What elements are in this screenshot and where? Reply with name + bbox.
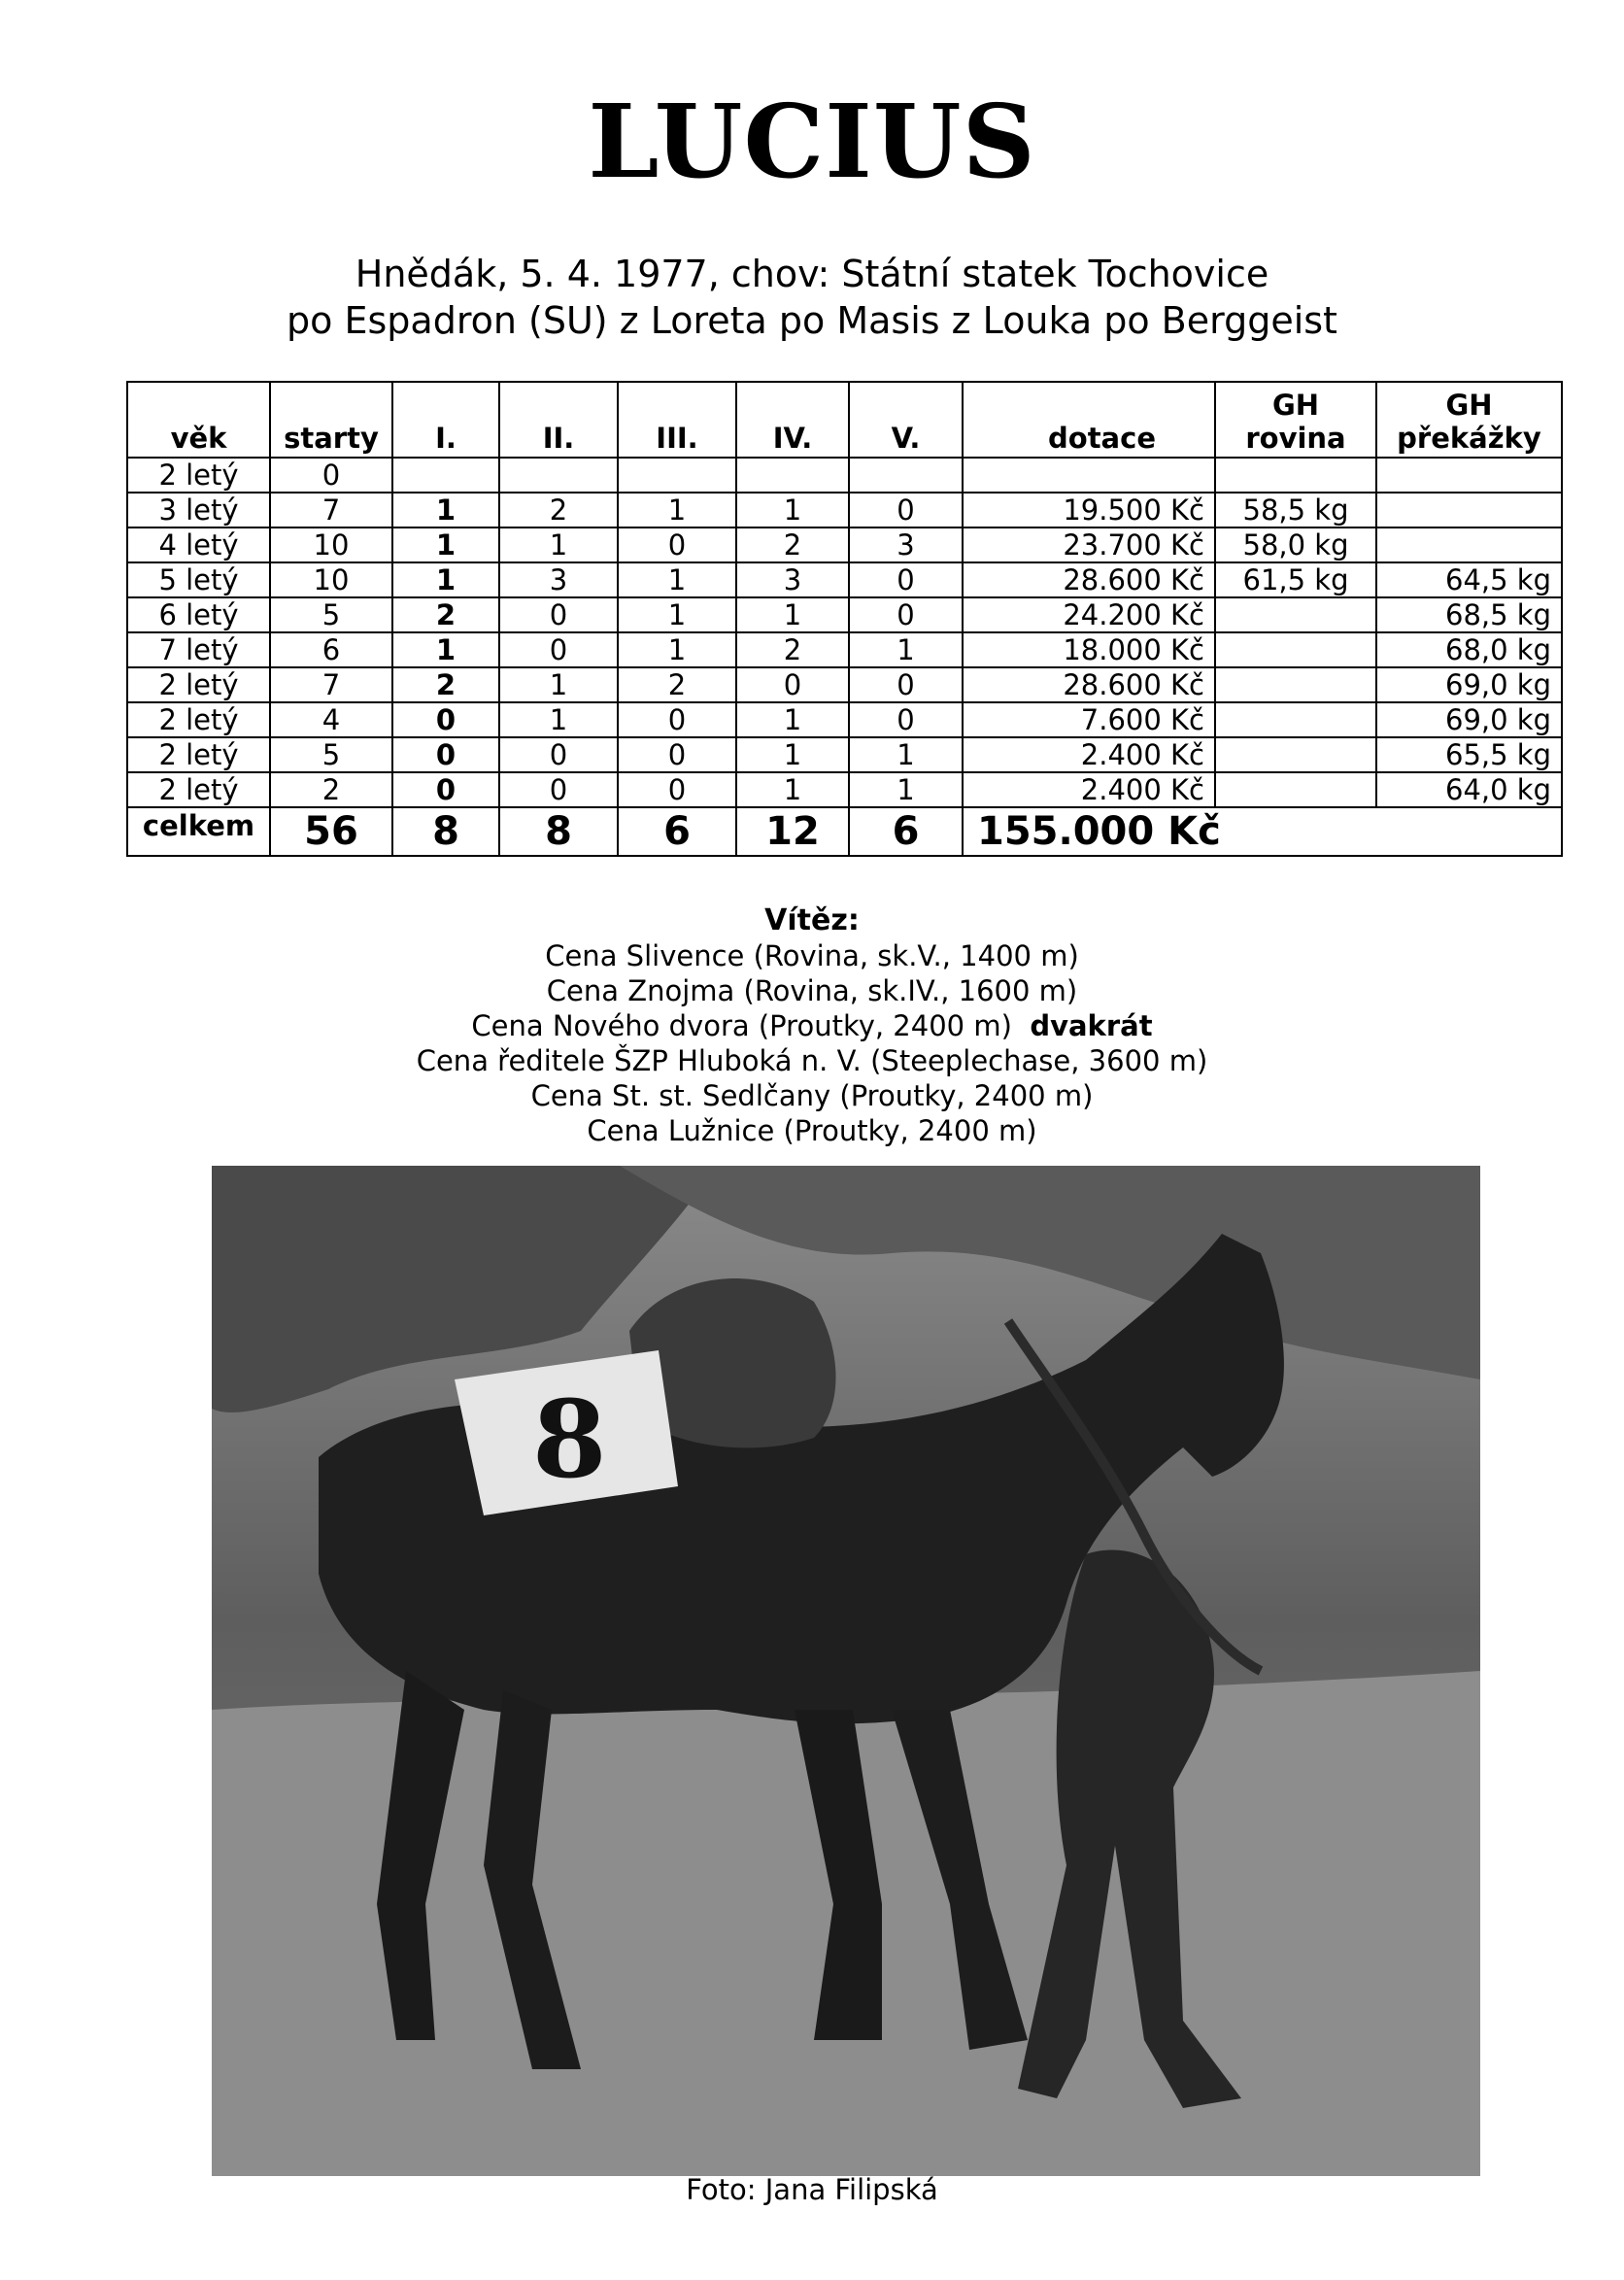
cell-second: 0 — [499, 737, 618, 772]
cell-fifth: 0 — [849, 597, 963, 632]
cell-age: 2 letý — [127, 702, 270, 737]
cell-gh-flat — [1215, 702, 1376, 737]
cell-second: 1 — [499, 702, 618, 737]
cell-first: 0 — [392, 737, 499, 772]
gh-flat-top: GH — [1271, 389, 1320, 422]
table-row — [127, 737, 1562, 772]
cell-gh-flat — [1215, 772, 1376, 807]
cell-fourth: 1 — [736, 702, 849, 737]
cell-fourth: 2 — [736, 527, 849, 562]
cell-second: 1 — [499, 667, 618, 702]
cell-first — [392, 458, 499, 493]
cell-third: 1 — [618, 493, 736, 527]
cell-starts: 7 — [270, 667, 392, 702]
cell-second: 0 — [499, 597, 618, 632]
cell-fourth: 1 — [736, 597, 849, 632]
cell-fifth: 1 — [849, 632, 963, 667]
table-row — [127, 702, 1562, 737]
cell-second: 2 — [499, 493, 618, 527]
cell-third: 1 — [618, 632, 736, 667]
winner-race-text: Cena Nového dvora (Proutky, 2400 m) — [471, 1009, 1031, 1042]
cell-third: 0 — [618, 527, 736, 562]
cell-fourth: 3 — [736, 562, 849, 597]
cell-age: 2 letý — [127, 772, 270, 807]
cell-starts: 6 — [270, 632, 392, 667]
cell-fifth — [849, 458, 963, 493]
winner-race-text: Cena ředitele ŠZP Hluboká n. V. (Steeplechase, 3600 m) — [416, 1044, 1208, 1077]
table-row — [127, 772, 1562, 807]
cell-starts: 4 — [270, 702, 392, 737]
photo-credit: Foto: Jana Filipská — [686, 2173, 938, 2206]
table-row — [127, 493, 1562, 527]
cell-age: 6 letý — [127, 597, 270, 632]
cell-first: 0 — [392, 772, 499, 807]
cell-gh-hurdles: 65,5 kg — [1376, 737, 1562, 772]
cell-starts: 7 — [270, 493, 392, 527]
cell-fourth: 2 — [736, 632, 849, 667]
total-fourth: 12 — [736, 807, 849, 856]
col-header-age: věk — [127, 382, 270, 458]
cell-first: 0 — [392, 702, 499, 737]
col-header-fifth: V. — [849, 382, 963, 458]
cell-fifth: 0 — [849, 562, 963, 597]
col-header-gh-hurdles — [1376, 382, 1562, 458]
cell-fifth: 0 — [849, 493, 963, 527]
horse-photo-illustration — [212, 1166, 1480, 2176]
cell-starts: 2 — [270, 772, 392, 807]
cell-prize: 18.000 Kč — [963, 632, 1215, 667]
cell-gh-hurdles — [1376, 493, 1562, 527]
table-row — [127, 527, 1562, 562]
cell-gh-flat — [1215, 632, 1376, 667]
cell-prize: 2.400 Kč — [963, 737, 1215, 772]
winner-race — [0, 1113, 1624, 1148]
total-first: 8 — [392, 807, 499, 856]
cell-gh-flat: 58,5 kg — [1215, 493, 1376, 527]
col-header-fourth: IV. — [736, 382, 849, 458]
cell-first: 1 — [392, 562, 499, 597]
cell-gh-hurdles: 69,0 kg — [1376, 702, 1562, 737]
table-row — [127, 597, 1562, 632]
cell-starts: 10 — [270, 527, 392, 562]
cell-age: 4 letý — [127, 527, 270, 562]
cell-second: 0 — [499, 632, 618, 667]
winner-race-text: Cena Znojma (Rovina, sk.IV., 1600 m) — [546, 974, 1078, 1007]
cell-starts: 10 — [270, 562, 392, 597]
cell-fourth: 1 — [736, 772, 849, 807]
total-label: celkem — [127, 807, 270, 856]
col-header-first: I. — [392, 382, 499, 458]
cell-starts: 0 — [270, 458, 392, 493]
cell-third — [618, 458, 736, 493]
winners-heading: Vítěz: — [764, 903, 860, 937]
cell-fifth: 3 — [849, 527, 963, 562]
col-header-starts: starty — [270, 382, 392, 458]
cell-age: 5 letý — [127, 562, 270, 597]
cell-third: 0 — [618, 772, 736, 807]
saddle-cloth-number: 8 — [532, 1377, 607, 1502]
cell-prize: 7.600 Kč — [963, 702, 1215, 737]
total-second: 8 — [499, 807, 618, 856]
cell-second: 3 — [499, 562, 618, 597]
cell-gh-hurdles: 68,0 kg — [1376, 632, 1562, 667]
cell-third: 0 — [618, 702, 736, 737]
cell-first: 2 — [392, 667, 499, 702]
total-prize: 155.000 Kč — [963, 807, 1376, 856]
cell-gh-hurdles: 69,0 kg — [1376, 667, 1562, 702]
cell-third: 2 — [618, 667, 736, 702]
table-row — [127, 667, 1562, 702]
winner-race-text: Cena Slivence (Rovina, sk.V., 1400 m) — [545, 939, 1079, 972]
winner-race-note: dvakrát — [1030, 1009, 1153, 1042]
total-third: 6 — [618, 807, 736, 856]
cell-age: 7 letý — [127, 632, 270, 667]
winner-race-text: Cena St. st. Sedlčany (Proutky, 2400 m) — [530, 1079, 1094, 1112]
horse-photo — [212, 1166, 1480, 2176]
winners-section — [0, 903, 1624, 1148]
cell-age: 2 letý — [127, 737, 270, 772]
winner-race — [0, 1078, 1624, 1113]
cell-starts: 5 — [270, 597, 392, 632]
cell-fourth: 1 — [736, 737, 849, 772]
cell-fourth: 0 — [736, 667, 849, 702]
total-starts: 56 — [270, 807, 392, 856]
col-header-third: III. — [618, 382, 736, 458]
table-header-row — [127, 382, 1562, 458]
gh-hurdles-bottom: překážky — [1397, 422, 1541, 455]
cell-fifth: 1 — [849, 772, 963, 807]
cell-third: 1 — [618, 597, 736, 632]
cell-prize: 24.200 Kč — [963, 597, 1215, 632]
cell-fifth: 0 — [849, 702, 963, 737]
winner-race — [0, 938, 1624, 973]
horse-description: Hnědák, 5. 4. 1977, chov: Státní statek Tochovice — [355, 253, 1269, 295]
race-statistics-table — [126, 381, 1563, 857]
winners-list — [0, 938, 1624, 1148]
cell-first: 2 — [392, 597, 499, 632]
table-row — [127, 562, 1562, 597]
cell-second: 1 — [499, 527, 618, 562]
cell-third: 0 — [618, 737, 736, 772]
col-header-prize: dotace — [963, 382, 1215, 458]
cell-prize: 23.700 Kč — [963, 527, 1215, 562]
cell-first: 1 — [392, 632, 499, 667]
cell-gh-flat: 61,5 kg — [1215, 562, 1376, 597]
cell-gh-flat — [1215, 597, 1376, 632]
cell-first: 1 — [392, 493, 499, 527]
cell-age: 2 letý — [127, 667, 270, 702]
col-header-gh-flat — [1215, 382, 1376, 458]
cell-second — [499, 458, 618, 493]
cell-gh-flat — [1215, 667, 1376, 702]
cell-starts: 5 — [270, 737, 392, 772]
cell-age: 3 letý — [127, 493, 270, 527]
cell-gh-flat — [1215, 458, 1376, 493]
gh-hurdles-top: GH — [1445, 389, 1493, 422]
cell-prize — [963, 458, 1215, 493]
total-fifth: 6 — [849, 807, 963, 856]
cell-prize: 28.600 Kč — [963, 562, 1215, 597]
cell-fourth — [736, 458, 849, 493]
cell-third: 1 — [618, 562, 736, 597]
table-total-row — [127, 807, 1562, 856]
cell-prize: 19.500 Kč — [963, 493, 1215, 527]
winner-race — [0, 1043, 1624, 1078]
cell-gh-hurdles: 64,0 kg — [1376, 772, 1562, 807]
cell-gh-hurdles — [1376, 458, 1562, 493]
cell-prize: 2.400 Kč — [963, 772, 1215, 807]
cell-age: 2 letý — [127, 458, 270, 493]
winner-race — [0, 1008, 1624, 1043]
cell-gh-hurdles — [1376, 527, 1562, 562]
winner-race-text: Cena Lužnice (Proutky, 2400 m) — [587, 1114, 1037, 1147]
total-empty — [1376, 807, 1562, 856]
gh-flat-bottom: rovina — [1245, 422, 1346, 455]
cell-first: 1 — [392, 527, 499, 562]
table-row — [127, 632, 1562, 667]
cell-fourth: 1 — [736, 493, 849, 527]
horse-pedigree: po Espadron (SU) z Loreta po Masis z Louka po Berggeist — [287, 299, 1337, 342]
cell-prize: 28.600 Kč — [963, 667, 1215, 702]
col-header-second: II. — [499, 382, 618, 458]
cell-gh-hurdles: 68,5 kg — [1376, 597, 1562, 632]
cell-second: 0 — [499, 772, 618, 807]
cell-gh-flat — [1215, 737, 1376, 772]
page-title: LUCIUS — [588, 82, 1036, 201]
cell-fifth: 1 — [849, 737, 963, 772]
table-row — [127, 458, 1562, 493]
cell-fifth: 0 — [849, 667, 963, 702]
winner-race — [0, 973, 1624, 1008]
cell-gh-flat: 58,0 kg — [1215, 527, 1376, 562]
cell-gh-hurdles: 64,5 kg — [1376, 562, 1562, 597]
